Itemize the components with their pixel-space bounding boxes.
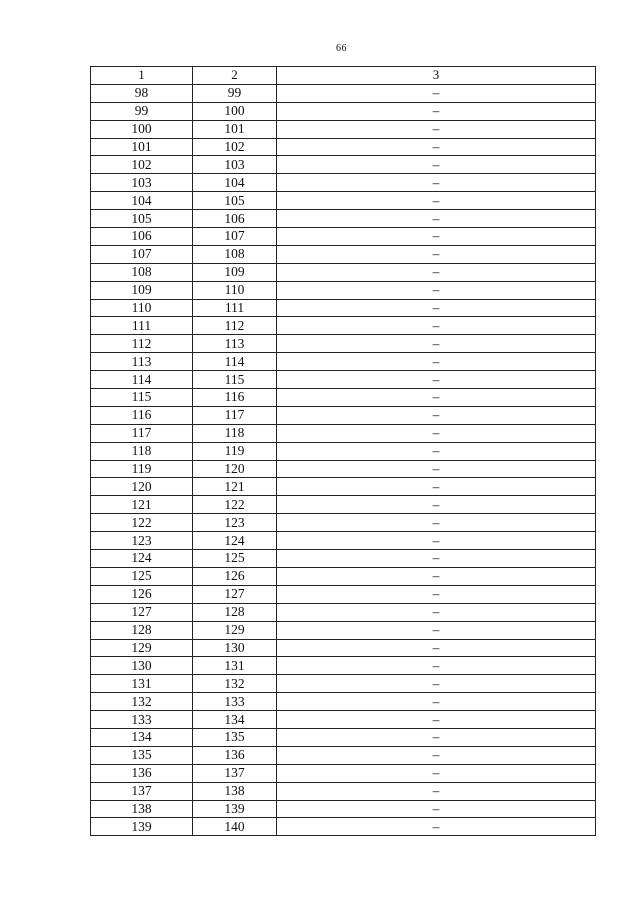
table-cell-col-1: 125	[91, 567, 193, 585]
table-cell-col-2: 104	[193, 174, 277, 192]
table-row	[91, 818, 596, 836]
table-cell-col-1: 102	[91, 156, 193, 174]
table-cell-col-2: 136	[193, 746, 277, 764]
table-cell-col-1: 124	[91, 550, 193, 568]
table-cell-col-1: 136	[91, 764, 193, 782]
table-row	[91, 317, 596, 335]
table-row	[91, 585, 596, 603]
table-cell-col-3: –	[277, 639, 596, 657]
table-row	[91, 621, 596, 639]
table-cell-col-2: 111	[193, 299, 277, 317]
table-cell-col-1: 118	[91, 442, 193, 460]
table-cell-col-2: 101	[193, 120, 277, 138]
table-row	[91, 800, 596, 818]
table-cell-col-2: 130	[193, 639, 277, 657]
table-cell-col-1: 101	[91, 138, 193, 156]
table-cell-col-2: 114	[193, 353, 277, 371]
table-cell-col-1: 116	[91, 406, 193, 424]
table-cell-col-1: 104	[91, 192, 193, 210]
table-cell-col-2: 140	[193, 818, 277, 836]
table-cell-col-1: 106	[91, 228, 193, 246]
table-row	[91, 782, 596, 800]
table-cell-col-2: 129	[193, 621, 277, 639]
table-row	[91, 371, 596, 389]
table-cell-col-3: –	[277, 120, 596, 138]
table-cell-col-3: –	[277, 84, 596, 102]
table-cell-col-2: 121	[193, 478, 277, 496]
table-cell-col-3: –	[277, 478, 596, 496]
table-cell-col-3: –	[277, 371, 596, 389]
table-cell-col-2: 122	[193, 496, 277, 514]
table-cell-col-2: 115	[193, 371, 277, 389]
table-row	[91, 84, 596, 102]
table-cell-col-3: –	[277, 711, 596, 729]
table-cell-col-2: 120	[193, 460, 277, 478]
table-cell-col-2: 105	[193, 192, 277, 210]
table-cell-col-1: 100	[91, 120, 193, 138]
table-cell-col-1: 122	[91, 514, 193, 532]
table-cell-col-3: –	[277, 603, 596, 621]
table-cell-col-3: –	[277, 174, 596, 192]
table-cell-col-1: 129	[91, 639, 193, 657]
table-cell-col-3: –	[277, 532, 596, 550]
table-cell-col-2: 126	[193, 567, 277, 585]
table-cell-col-3: –	[277, 263, 596, 281]
table-row	[91, 550, 596, 568]
table-cell-col-1: 128	[91, 621, 193, 639]
table-cell-col-1: 119	[91, 460, 193, 478]
table-cell-col-3: –	[277, 102, 596, 120]
table-cell-col-2: 99	[193, 84, 277, 102]
table-cell-col-1: 137	[91, 782, 193, 800]
table-row	[91, 711, 596, 729]
table-cell-col-2: 108	[193, 245, 277, 263]
table-row	[91, 764, 596, 782]
table-row	[91, 335, 596, 353]
table-cell-col-3: –	[277, 675, 596, 693]
column-header-1: 1	[91, 67, 193, 85]
table-cell-col-1: 134	[91, 728, 193, 746]
table-cell-col-1: 105	[91, 210, 193, 228]
table-cell-col-1: 127	[91, 603, 193, 621]
table-cell-col-1: 110	[91, 299, 193, 317]
table-row	[91, 460, 596, 478]
table-row	[91, 281, 596, 299]
table-cell-col-2: 138	[193, 782, 277, 800]
table-cell-col-3: –	[277, 657, 596, 675]
table-cell-col-2: 133	[193, 693, 277, 711]
table-cell-col-3: –	[277, 782, 596, 800]
table-cell-col-3: –	[277, 353, 596, 371]
table-row	[91, 299, 596, 317]
table-cell-col-2: 119	[193, 442, 277, 460]
table-header-row	[91, 67, 596, 85]
table-cell-col-1: 130	[91, 657, 193, 675]
table-cell-col-3: –	[277, 460, 596, 478]
table-cell-col-2: 131	[193, 657, 277, 675]
table-cell-col-1: 132	[91, 693, 193, 711]
table-row	[91, 245, 596, 263]
table-row	[91, 657, 596, 675]
table-row	[91, 156, 596, 174]
table-cell-col-2: 117	[193, 406, 277, 424]
table-row	[91, 442, 596, 460]
table-cell-col-1: 113	[91, 353, 193, 371]
table-cell-col-2: 125	[193, 550, 277, 568]
table-cell-col-1: 131	[91, 675, 193, 693]
table-cell-col-1: 114	[91, 371, 193, 389]
data-table	[90, 66, 596, 836]
table-row	[91, 496, 596, 514]
table-cell-col-1: 112	[91, 335, 193, 353]
table-cell-col-1: 126	[91, 585, 193, 603]
table-row	[91, 746, 596, 764]
table-cell-col-2: 123	[193, 514, 277, 532]
table-cell-col-2: 137	[193, 764, 277, 782]
table-row	[91, 675, 596, 693]
table-cell-col-3: –	[277, 818, 596, 836]
table-cell-col-3: –	[277, 228, 596, 246]
table-cell-col-1: 109	[91, 281, 193, 299]
table-cell-col-1: 115	[91, 389, 193, 407]
table-row	[91, 424, 596, 442]
table-cell-col-3: –	[277, 746, 596, 764]
table-cell-col-3: –	[277, 281, 596, 299]
table-row	[91, 532, 596, 550]
table-cell-col-2: 102	[193, 138, 277, 156]
table-cell-col-2: 139	[193, 800, 277, 818]
table-cell-col-2: 110	[193, 281, 277, 299]
table-cell-col-1: 133	[91, 711, 193, 729]
table-row	[91, 603, 596, 621]
table-cell-col-3: –	[277, 406, 596, 424]
table-cell-col-2: 107	[193, 228, 277, 246]
table-cell-col-1: 121	[91, 496, 193, 514]
table-cell-col-1: 139	[91, 818, 193, 836]
column-header-2: 2	[193, 67, 277, 85]
table-cell-col-3: –	[277, 728, 596, 746]
table-cell-col-1: 138	[91, 800, 193, 818]
table-cell-col-3: –	[277, 567, 596, 585]
table-cell-col-1: 98	[91, 84, 193, 102]
table-row	[91, 120, 596, 138]
table-cell-col-2: 134	[193, 711, 277, 729]
table-body	[91, 84, 596, 835]
table-cell-col-1: 111	[91, 317, 193, 335]
table-cell-col-3: –	[277, 550, 596, 568]
table-cell-col-3: –	[277, 764, 596, 782]
table-cell-col-3: –	[277, 335, 596, 353]
table-cell-col-2: 118	[193, 424, 277, 442]
table-cell-col-2: 103	[193, 156, 277, 174]
table-cell-col-3: –	[277, 693, 596, 711]
table-cell-col-1: 117	[91, 424, 193, 442]
table-row	[91, 693, 596, 711]
table-cell-col-1: 108	[91, 263, 193, 281]
table-row	[91, 174, 596, 192]
table-cell-col-3: –	[277, 800, 596, 818]
table-row	[91, 406, 596, 424]
table-cell-col-1: 103	[91, 174, 193, 192]
table-cell-col-2: 135	[193, 728, 277, 746]
table-cell-col-3: –	[277, 317, 596, 335]
table-cell-col-2: 127	[193, 585, 277, 603]
table-row	[91, 210, 596, 228]
table-cell-col-1: 135	[91, 746, 193, 764]
table-cell-col-3: –	[277, 192, 596, 210]
column-header-3: 3	[277, 67, 596, 85]
table-row	[91, 728, 596, 746]
table-cell-col-3: –	[277, 138, 596, 156]
table-row	[91, 567, 596, 585]
table-cell-col-1: 120	[91, 478, 193, 496]
table-cell-col-3: –	[277, 514, 596, 532]
table-row	[91, 102, 596, 120]
table-row	[91, 478, 596, 496]
table-cell-col-3: –	[277, 496, 596, 514]
table-row	[91, 263, 596, 281]
table-cell-col-2: 112	[193, 317, 277, 335]
table-cell-col-2: 113	[193, 335, 277, 353]
table-cell-col-3: –	[277, 245, 596, 263]
table-cell-col-3: –	[277, 621, 596, 639]
table-cell-col-2: 128	[193, 603, 277, 621]
table-cell-col-3: –	[277, 389, 596, 407]
table-row	[91, 192, 596, 210]
table-row	[91, 353, 596, 371]
table-row	[91, 514, 596, 532]
table-row	[91, 138, 596, 156]
table-cell-col-3: –	[277, 156, 596, 174]
table-cell-col-1: 123	[91, 532, 193, 550]
table-cell-col-3: –	[277, 210, 596, 228]
table-row	[91, 389, 596, 407]
table-cell-col-2: 116	[193, 389, 277, 407]
page-number: 66	[336, 43, 347, 54]
table-cell-col-1: 99	[91, 102, 193, 120]
table-cell-col-2: 100	[193, 102, 277, 120]
table-cell-col-2: 124	[193, 532, 277, 550]
table-cell-col-3: –	[277, 299, 596, 317]
table-cell-col-2: 106	[193, 210, 277, 228]
table-row	[91, 228, 596, 246]
table-cell-col-2: 109	[193, 263, 277, 281]
table-cell-col-3: –	[277, 585, 596, 603]
table-cell-col-1: 107	[91, 245, 193, 263]
table-cell-col-2: 132	[193, 675, 277, 693]
table-cell-col-3: –	[277, 442, 596, 460]
table-cell-col-3: –	[277, 424, 596, 442]
table-row	[91, 639, 596, 657]
